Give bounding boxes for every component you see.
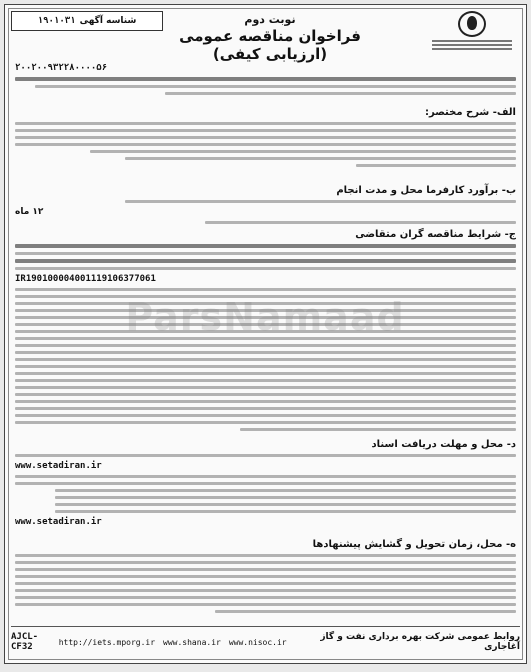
section-be-heading: ب- برآورد کارفرما محل و مدت انجام [336,185,516,196]
section-dal-heading: د- محل و مهلت دریافت اسناد [371,439,516,450]
tender-notice-page [4,4,527,664]
footer-url-nisoc[interactable]: www.nisoc.ir [228,637,287,647]
section-alef [15,105,516,171]
footer-code: AJCL-CF32 [11,632,39,652]
notice-title: فراخوان مناقصه عمومی (ارزیابی کیفی) [179,27,361,63]
ad-id-label: شناسه آگهی [79,16,137,26]
ad-id-number: ۱۹۰۱۰۳۱ [37,16,76,26]
duration-row [15,207,516,217]
footer-org: روابط عمومی شرکت بهره برداری نفت و گاز آغاجاری [320,632,520,652]
footer-url-iets[interactable]: http://iets.mporg.ir [58,637,156,647]
setadiran-row-1 [15,461,516,471]
duration-value: ۱۲ ماه [15,207,44,217]
section-he [15,537,516,617]
section-jim-heading: ج- شرایط مناقصه گران متقاضی [355,229,516,240]
setadiran-row-2 [15,517,516,527]
setadiran-url-1[interactable]: www.setadiran.ir [15,461,102,471]
section-jim [15,227,516,435]
ad-id-box [11,11,163,31]
publication-turn: نوبت دوم [244,13,296,26]
intro-paragraph [15,63,516,99]
footer-urls [59,638,287,647]
iban-row [15,274,516,284]
watermark-text: ParsNamaad [125,295,405,339]
tender-number: ۲۰۰۲۰۰۹۳۲۲۸۰۰۰۰۵۶ [15,63,108,73]
flame-logo-icon [458,11,486,37]
section-he-heading: ه- محل، زمان تحویل و گشایش پیشنهادها [312,539,516,550]
company-logo [426,11,518,59]
section-dal [15,437,516,527]
setadiran-url-2[interactable]: www.setadiran.ir [15,517,102,527]
section-be [15,183,516,228]
iban-number: IR190100004001119106377061 [15,274,156,284]
section-alef-heading: الف- شرح مختصر: [424,107,516,118]
logo-caption-lines [426,40,518,50]
tender-number-row [15,63,516,73]
footer-url-shana[interactable]: www.shana.ir [163,637,221,647]
footer-bar [11,626,520,657]
